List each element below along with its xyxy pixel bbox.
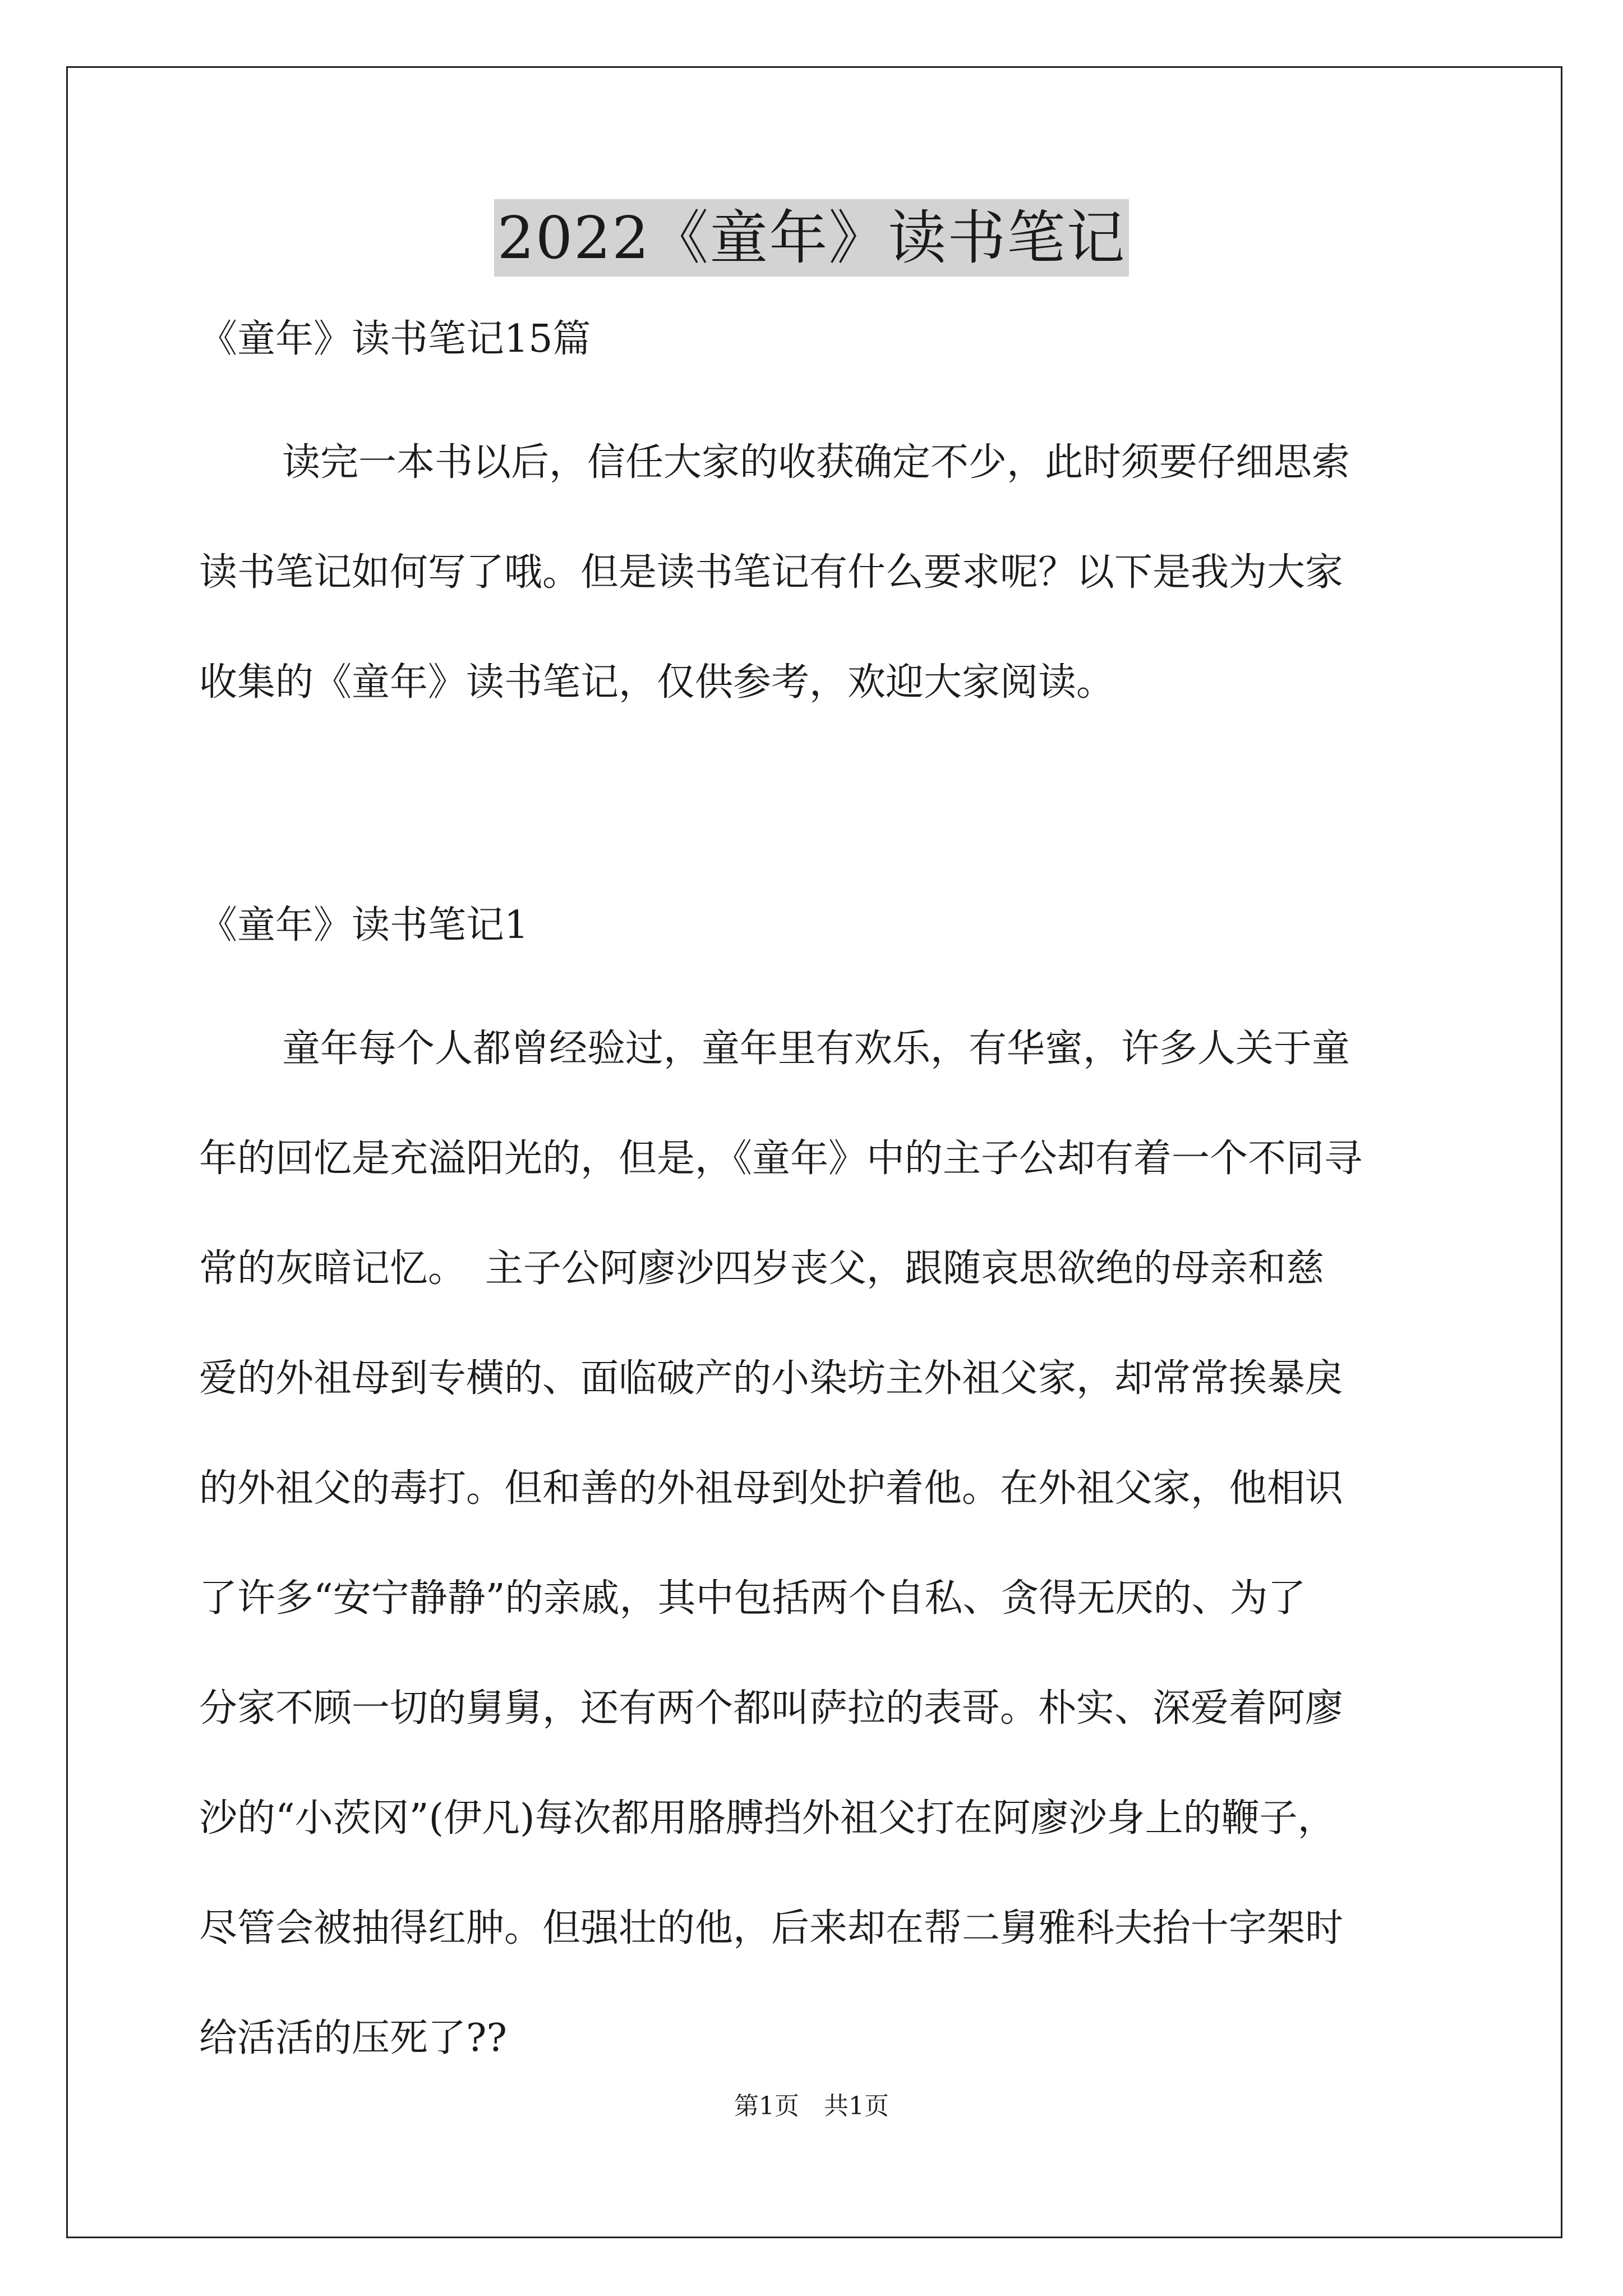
document-title: 2022《童年》读书笔记 [494,199,1129,277]
document-subtitle [199,311,1433,367]
page-footer [0,2090,1623,2123]
body-line: 爱的外祖母到专横的、面临破产的小染坊主外祖父家，却常常挨暴戾 [199,1356,1344,1401]
body-line: 的外祖父的毒打。但和善的外祖母到处护着他。在外祖父家，他相识 [199,1466,1344,1511]
section-heading-text: 《童年》读书笔记1 [199,903,529,947]
body-line: 沙的“小茨冈”(伊凡)每次都用胳膊挡外祖父打在阿廖沙身上的鞭子， [199,1796,1336,1841]
page-number: 第1页 共1页 [734,2092,889,2120]
title-container [0,199,1623,277]
section-heading [199,898,1433,954]
body-line: 给活活的压死了?? [199,2016,507,2060]
subtitle-text: 《童年》读书笔记15篇 [199,317,591,361]
body-line: 尽管会被抽得红肿。但强壮的他，后来却在帮二舅雅科夫抬十字架时 [199,1906,1344,1950]
body-line: 童年每个人都曾经验过，童年里有欢乐，有华蜜，许多人关于童 [282,1027,1350,1071]
body-paragraph [199,1021,1433,2120]
body-line: 常的灰暗记忆。 主子公阿廖沙四岁丧父，跟随哀思欲绝的母亲和慈 [199,1246,1325,1291]
intro-line: 收集的《童年》读书笔记，仅供参考，欢迎大家阅读。 [199,660,1115,705]
intro-line: 读完一本书以后，信任大家的收获确定不少，此时须要仔细思索 [282,440,1350,485]
body-line: 年的回忆是充溢阳光的，但是，《童年》中的主子公却有着一个不同寻 [199,1137,1363,1181]
body-line: 了许多“安宁静静”的亲戚，其中包括两个自私、贪得无厌的、为了 [199,1576,1306,1621]
intro-paragraph [199,435,1433,765]
body-line: 分家不顾一切的舅舅，还有两个都叫萨拉的表哥。朴实、深爱着阿廖 [199,1686,1344,1731]
intro-line: 读书笔记如何写了哦。但是读书笔记有什么要求呢？以下是我为大家 [199,550,1344,595]
